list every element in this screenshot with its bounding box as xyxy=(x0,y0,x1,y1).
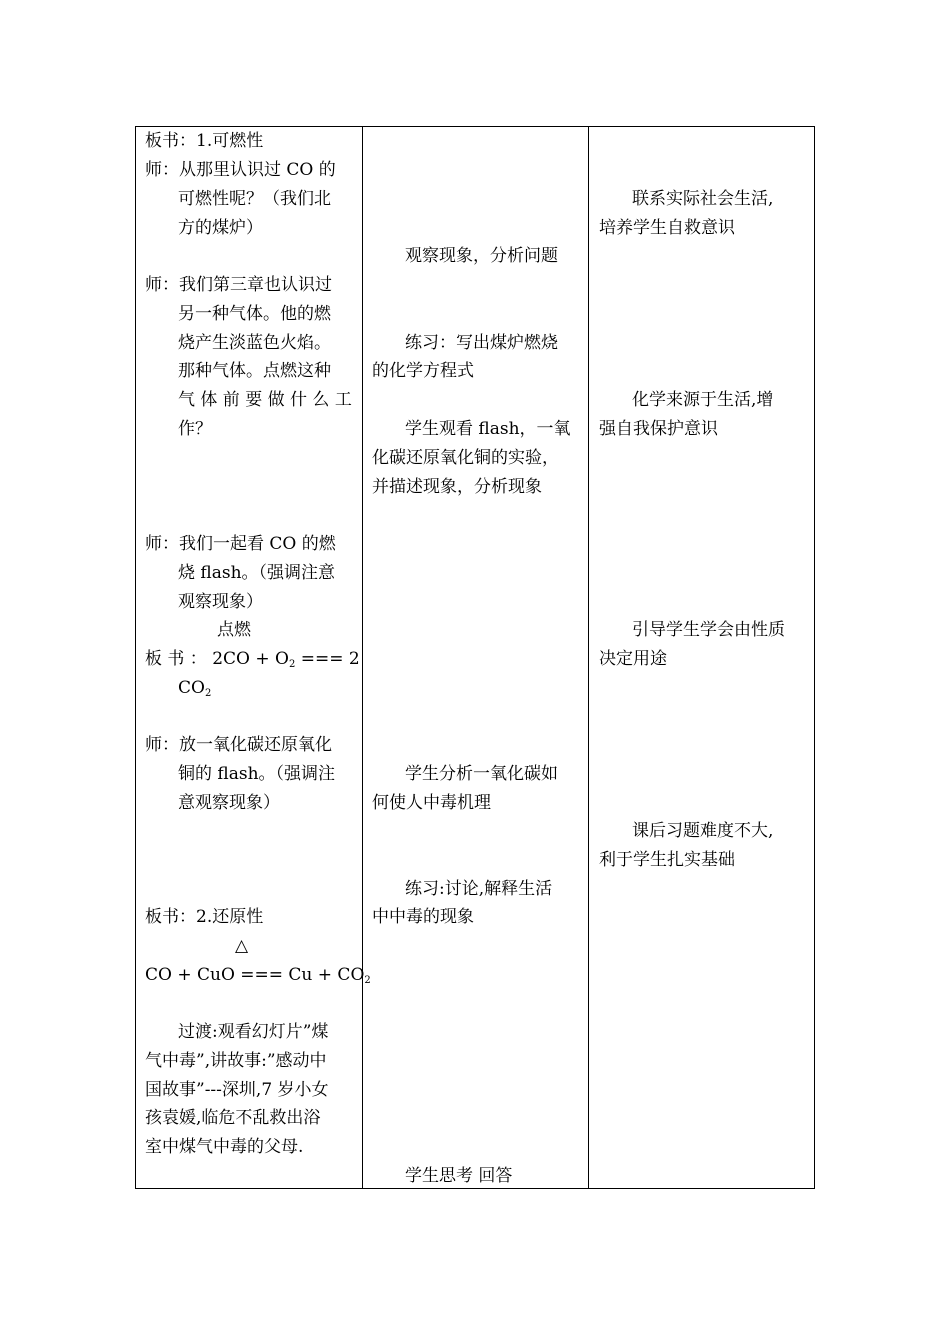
student-line: 学生观看 flash，一氧 xyxy=(405,419,571,439)
teacher-line: 意观察现象） xyxy=(178,793,280,813)
intent-line: 引导学生学会由性质 xyxy=(632,620,785,640)
student-line: 练习：写出煤炉燃烧 xyxy=(405,333,558,353)
student-line: 练习:讨论,解释生活 xyxy=(405,879,553,899)
teacher-line: 那种气体。点燃这种 xyxy=(178,361,331,381)
equation-reduction: CO + CuO === $Cu + CO_2$ xyxy=(145,965,371,986)
student-line: 学生分析一氧化碳如 xyxy=(405,764,558,784)
intent-line: 强自我保护意识 xyxy=(599,419,718,439)
board-heading-reducibility: 板书：2.还原性 xyxy=(145,907,264,927)
intent-line: 培养学生自救意识 xyxy=(599,218,735,238)
teacher-line: 烧产生淡蓝色火焰。 xyxy=(178,333,331,353)
transition-line: 孩袁媛,临危不乱救出浴 xyxy=(145,1108,321,1128)
transition-line: 气中毒”,讲故事:”感动中 xyxy=(145,1051,327,1071)
teacher-line: 铜的 flash。（强调注 xyxy=(178,764,336,784)
teacher-line: 另一种气体。他的燃 xyxy=(178,304,331,324)
intent-line: 决定用途 xyxy=(599,649,667,669)
intent-line: 课后习题难度不大, xyxy=(632,821,774,841)
teacher-line: 师：我们第三章也认识过 xyxy=(145,275,332,295)
teacher-line: 烧 flash。（强调注意 xyxy=(178,563,336,583)
student-line: 观察现象，分析问题 xyxy=(405,246,558,266)
teacher-line: 观察现象） xyxy=(178,592,263,612)
intent-line: 利于学生扎实基础 xyxy=(599,850,735,870)
transition-line: 国故事”---深圳,7 岁小女 xyxy=(145,1080,329,1100)
equation-combustion-product: $CO_2$ xyxy=(178,678,212,699)
teacher-line: 方的煤炉） xyxy=(178,218,263,238)
reaction-condition-heat: △ xyxy=(235,936,249,956)
student-line: 的化学方程式 xyxy=(372,361,474,381)
student-line: 化碳还原氧化铜的实验， xyxy=(372,448,559,468)
intent-line: 联系实际社会生活, xyxy=(632,189,774,209)
teacher-line: 师：从那里认识过 CO 的 xyxy=(145,160,336,180)
student-line: 中中毒的现象 xyxy=(372,907,474,927)
transition-line: 过渡:观看幻灯片”煤 xyxy=(178,1022,329,1042)
student-line: 何使人中毒机理 xyxy=(372,793,491,813)
teacher-line: 师：我们一起看 CO 的燃 xyxy=(145,534,336,554)
column-divider xyxy=(362,127,363,1188)
column-divider xyxy=(588,127,589,1188)
intent-line: 化学来源于生活,增 xyxy=(632,390,774,410)
student-line: 并描述现象，分析现象 xyxy=(372,477,542,497)
board-heading-combustibility: 板书：1.可燃性 xyxy=(145,131,264,151)
student-line: 学生思考 回答 xyxy=(405,1166,513,1186)
equation-combustion: 板 书 ： $2CO + O_2$ === 2 xyxy=(145,649,360,670)
teacher-line: 师：放一氧化碳还原氧化 xyxy=(145,735,332,755)
teacher-line: 作？ xyxy=(178,419,212,439)
reaction-condition-ignite: 点燃 xyxy=(217,620,251,640)
teacher-line: 可燃性呢？（我们北 xyxy=(178,189,331,209)
teacher-line: 气 体 前 要 做 什 么 工 xyxy=(178,390,352,410)
transition-line: 室中煤气中毒的父母. xyxy=(145,1137,304,1157)
